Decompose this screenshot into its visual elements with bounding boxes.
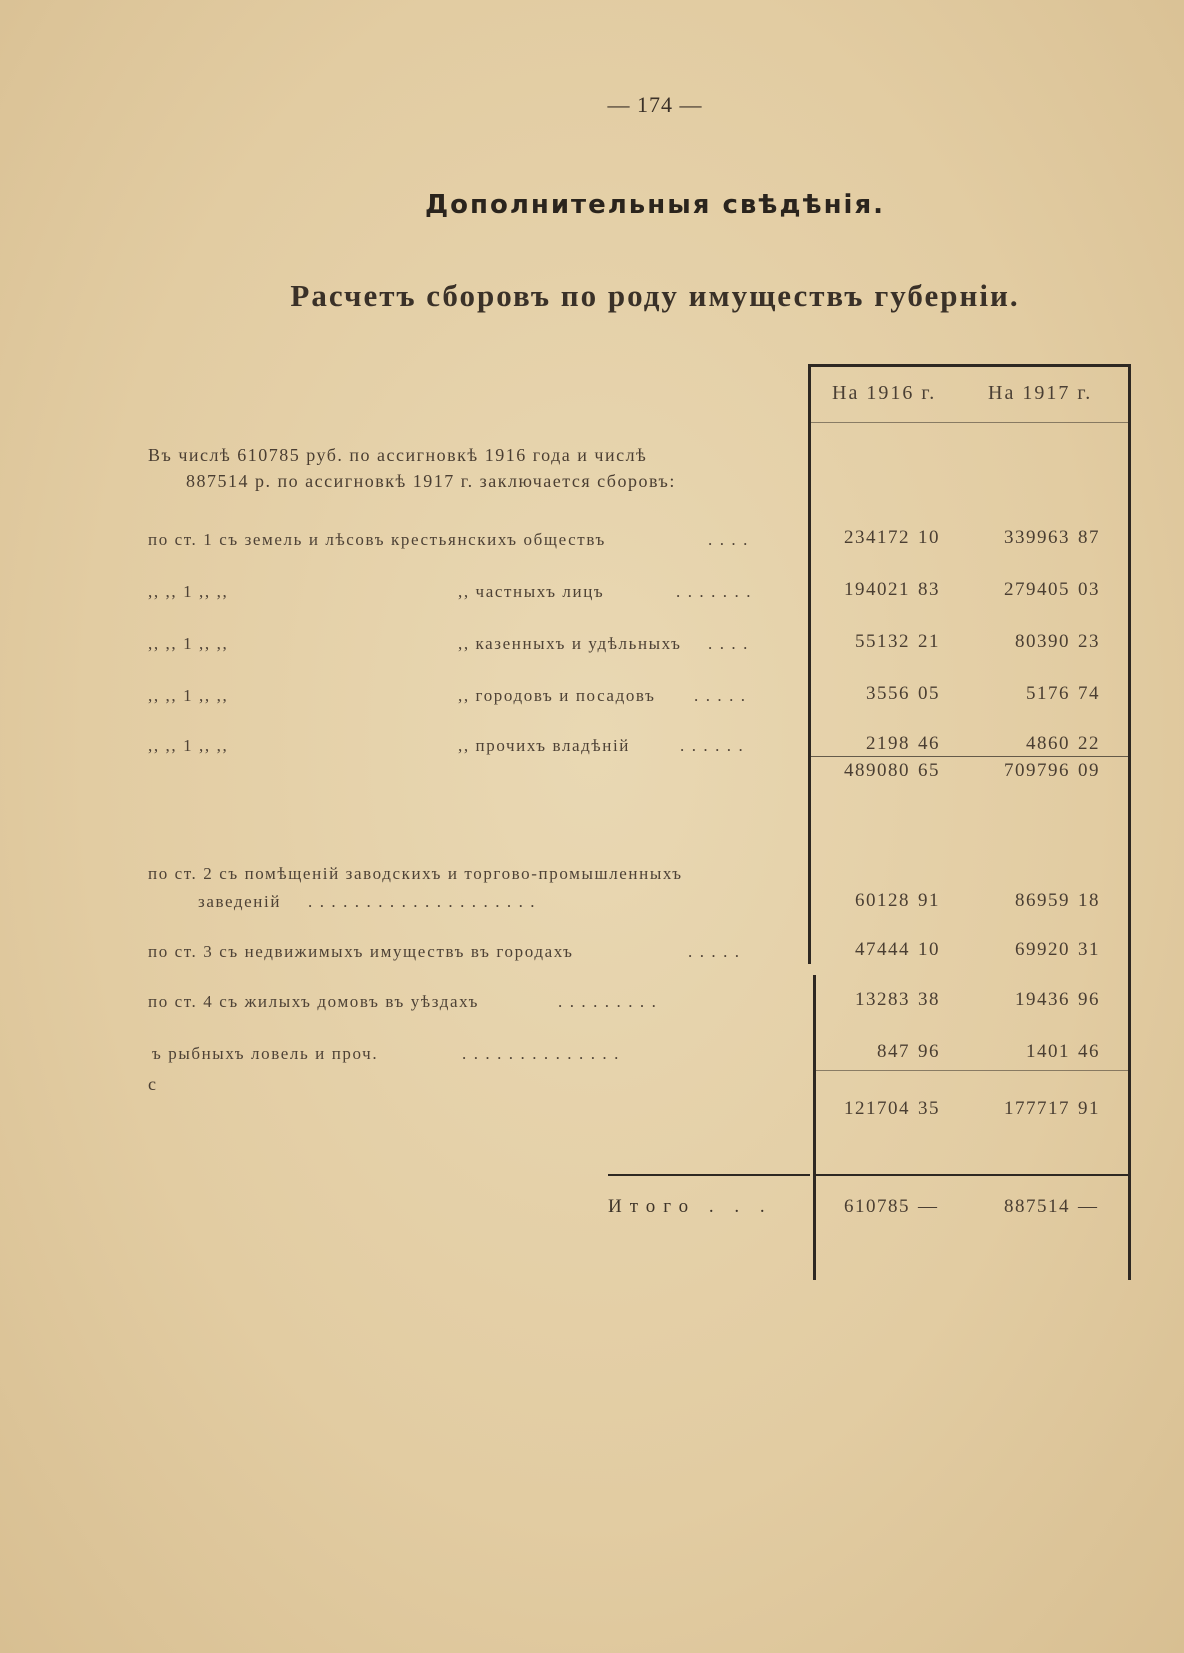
total-1916-kopecks: — bbox=[918, 1196, 939, 1217]
value-1917-rubles: 339963 bbox=[1004, 527, 1070, 548]
row-label: ,, ,, 1 ,, ,, ,, частныхъ лицъ . . . . . . . bbox=[148, 582, 753, 601]
page-number: — 174 — bbox=[607, 92, 703, 117]
intro-line-2: 887514 р. по ассигновкѣ 1917 г. заключается сборовъ: bbox=[186, 471, 676, 491]
value-1917-kopecks: 22 bbox=[1078, 733, 1100, 754]
row-label: по ст. 1 съ земель и лѣсовъ крестьянскихъ обществъ . . . . bbox=[148, 530, 749, 549]
row-label: по ст. 4 съ жилыхъ домовъ въ уѣздахъ . . . . . . . . . bbox=[148, 992, 658, 1011]
value-1917-rubles: 5176 bbox=[1026, 683, 1070, 704]
subtotal-1916-rubles: 121704 bbox=[844, 1098, 910, 1119]
table-top-rule bbox=[808, 364, 1130, 367]
document-subheading: Расчетъ сборовъ по роду имуществъ губерніи. bbox=[290, 278, 1020, 313]
row-label: ,, ,, 1 ,, ,, ,, прочихъ владѣній . . . . . . bbox=[148, 736, 745, 755]
row-label: ,, ,, 1 ,, ,, ,, городовъ и посадовъ . . . . . bbox=[148, 686, 747, 705]
row-label-continued: заведеній . . . . . . . . . . . . . . . . . . . . bbox=[198, 892, 537, 911]
table-left-border bbox=[808, 364, 811, 964]
value-1917-rubles: 1401 bbox=[1026, 1041, 1070, 1062]
total-label: Итого . . . bbox=[608, 1196, 773, 1217]
value-1916-kopecks: 10 bbox=[918, 527, 940, 548]
row-label: ,, ,, 1 ,, ,, ,, казенныхъ и удѣльныхъ . . . . bbox=[148, 634, 749, 653]
value-1917-rubles: 69920 bbox=[1015, 939, 1070, 960]
value-1916-kopecks: 91 bbox=[918, 890, 940, 911]
value-1916-kopecks: 46 bbox=[918, 733, 940, 754]
value-1917-kopecks: 87 bbox=[1078, 527, 1100, 548]
value-1916-rubles: 2198 bbox=[866, 733, 910, 754]
stray-letter: с bbox=[148, 1074, 156, 1094]
subtotal-1916-rubles: 489080 bbox=[844, 760, 910, 781]
value-1917-kopecks: 03 bbox=[1078, 579, 1100, 600]
value-1916-kopecks: 05 bbox=[918, 683, 940, 704]
value-1917-kopecks: 46 bbox=[1078, 1041, 1100, 1062]
value-1916-rubles: 47444 bbox=[855, 939, 910, 960]
value-1917-rubles: 80390 bbox=[1015, 631, 1070, 652]
value-1917-kopecks: 96 bbox=[1078, 989, 1100, 1010]
value-1916-kopecks: 83 bbox=[918, 579, 940, 600]
value-1916-rubles: 55132 bbox=[855, 631, 910, 652]
document-heading: Дополнительныя свѣдѣнія. bbox=[424, 190, 886, 220]
total-1917-kopecks: — bbox=[1078, 1196, 1099, 1217]
subtotal-1917-rubles: 709796 bbox=[1004, 760, 1070, 781]
header-separator bbox=[811, 422, 1128, 423]
row-label: по ст. 2 съ помѣщеній заводскихъ и торгово-промышленныхъ bbox=[148, 864, 683, 883]
total-rule-left bbox=[608, 1174, 810, 1176]
subtotal-1917-kopecks: 91 bbox=[1078, 1098, 1100, 1119]
value-1916-kopecks: 21 bbox=[918, 631, 940, 652]
subtotal-1917-rubles: 177717 bbox=[1004, 1098, 1070, 1119]
value-1917-rubles: 86959 bbox=[1015, 890, 1070, 911]
value-1916-kopecks: 10 bbox=[918, 939, 940, 960]
table-right-border bbox=[1128, 364, 1131, 1280]
value-1916-rubles: 60128 bbox=[855, 890, 910, 911]
row-label: ъ рыбныхъ ловель и проч. . . . . . . . . . . . . . . bbox=[152, 1044, 620, 1063]
subtotal1-rule bbox=[811, 756, 1128, 757]
column-header-1917: На 1917 г. bbox=[988, 382, 1093, 404]
value-1917-rubles: 19436 bbox=[1015, 989, 1070, 1010]
value-1916-rubles: 234172 bbox=[844, 527, 910, 548]
value-1916-rubles: 847 bbox=[877, 1041, 910, 1062]
value-1916-rubles: 194021 bbox=[844, 579, 910, 600]
column-header-1916: На 1916 г. bbox=[832, 382, 937, 404]
value-1917-kopecks: 31 bbox=[1078, 939, 1100, 960]
total-rule-right bbox=[816, 1174, 1130, 1176]
total-1916-rubles: 610785 bbox=[844, 1196, 910, 1217]
subtotal-1916-kopecks: 65 bbox=[918, 760, 940, 781]
intro-line-1: Въ числѣ 610785 руб. по ассигновкѣ 1916 года и числѣ bbox=[148, 445, 648, 465]
subtotal-1917-kopecks: 09 bbox=[1078, 760, 1100, 781]
value-1917-kopecks: 18 bbox=[1078, 890, 1100, 911]
value-1916-rubles: 3556 bbox=[866, 683, 910, 704]
value-1917-rubles: 279405 bbox=[1004, 579, 1070, 600]
subtotal-1916-kopecks: 35 bbox=[918, 1098, 940, 1119]
value-1917-kopecks: 23 bbox=[1078, 631, 1100, 652]
subtotal2-rule bbox=[816, 1070, 1128, 1071]
value-1916-kopecks: 38 bbox=[918, 989, 940, 1010]
total-1917-rubles: 887514 bbox=[1004, 1196, 1070, 1217]
intro-text bbox=[148, 442, 798, 494]
row-label: по ст. 3 съ недвижимыхъ имуществъ въ городахъ . . . . . bbox=[148, 942, 741, 961]
table-left-border-lower bbox=[813, 975, 816, 1280]
value-1917-rubles: 4860 bbox=[1026, 733, 1070, 754]
value-1916-kopecks: 96 bbox=[918, 1041, 940, 1062]
value-1917-kopecks: 74 bbox=[1078, 683, 1100, 704]
value-1916-rubles: 13283 bbox=[855, 989, 910, 1010]
